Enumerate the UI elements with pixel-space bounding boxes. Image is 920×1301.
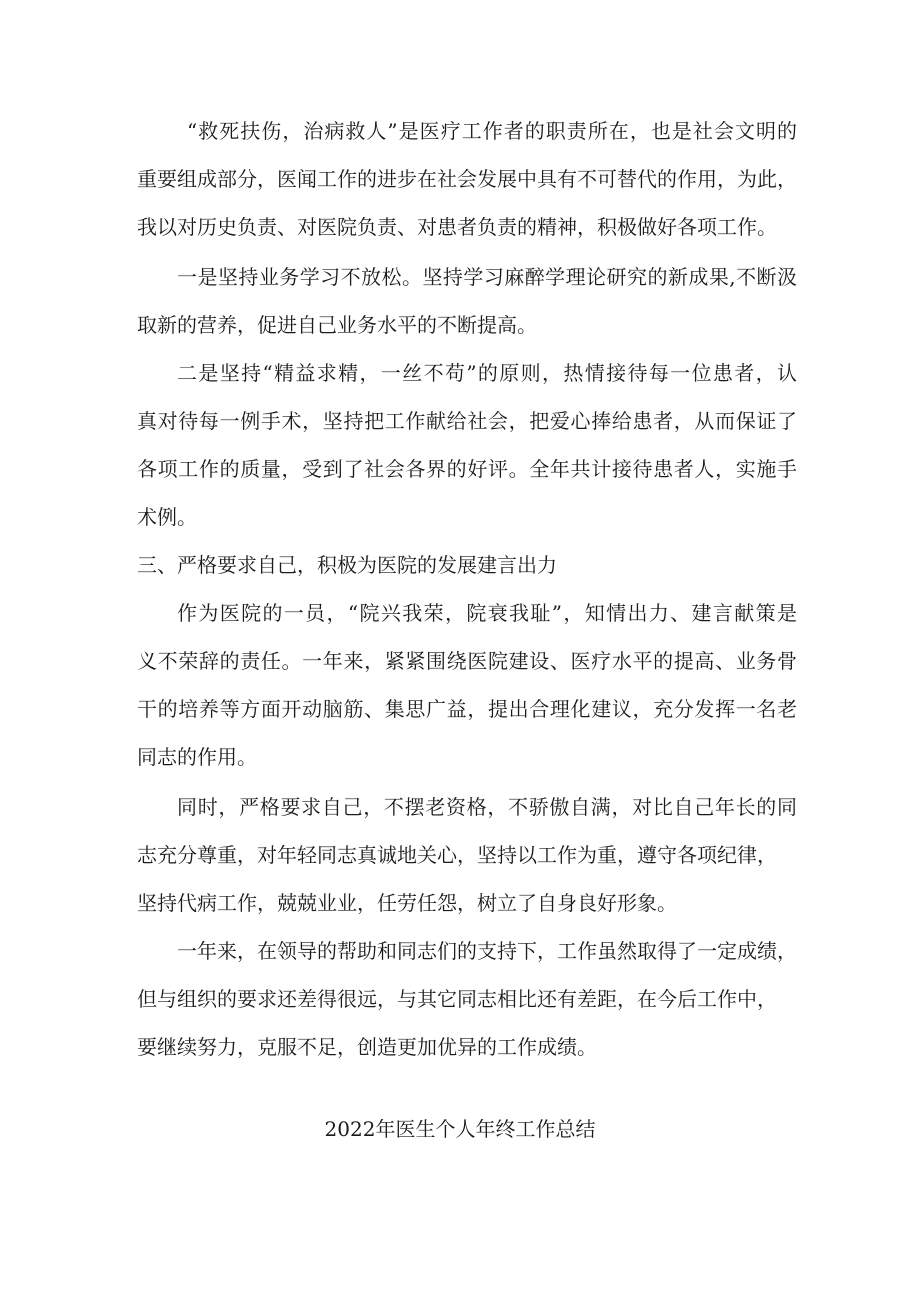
paragraph-4-line-2: 义不荣辞的责任。一年来，紧紧围绕医院建设、医疗水平的提高、业务骨 (137, 649, 797, 673)
paragraph-6-line-2: 但与组织的要求还差得很远，与其它同志相比还有差距，在今后工作中， (137, 987, 777, 1011)
paragraph-5-line-2: 志充分尊重，对年轻同志真诚地关心，坚持以工作为重，遵守各项纪律， (137, 843, 777, 867)
paragraph-4-line-1: 作为医院的一员，“院兴我荣，院衰我耻”，知情出力、建言献策是 (177, 601, 797, 625)
paragraph-4-line-3: 干的培养等方面开动脑筋、集思广益，提出合理化建议，充分发挥一名老 (137, 697, 797, 721)
section-heading-3: 三、严格要求自己，积极为医院的发展建言出力 (137, 553, 557, 577)
paragraph-3-line-4: 术例。 (137, 505, 197, 529)
paragraph-1-line-2: 重要组成部分，医闻工作的进步在社会发展中具有不可替代的作用，为此， (137, 167, 797, 191)
next-document-title: 2022年医生个人年终工作总结 (324, 1117, 596, 1141)
paragraph-2-line-2: 取新的营养，促进自己业务水平的不断提高。 (137, 313, 537, 337)
paragraph-3-line-1: 二是坚持“精益求精，一丝不苟”的原则，热情接待每一位患者，认 (177, 361, 797, 385)
paragraph-1-line-1: “救死扶伤，治病救人”是医疗工作者的职责所在，也是社会文明的 (187, 119, 797, 143)
paragraph-3-line-2: 真对待每一例手术，坚持把工作献给社会，把爱心捧给患者，从而保证了 (137, 409, 797, 433)
paragraph-5-line-3: 坚持代病工作，兢兢业业，任劳任怨，树立了自身良好形象。 (137, 891, 677, 915)
paragraph-1-line-3: 我以对历史负责、对医院负责、对患者负责的精神，积极做好各项工作。 (137, 215, 777, 239)
paragraph-3-line-3: 各项工作的质量，受到了社会各界的好评。全年共计接待患者人，实施手 (137, 457, 797, 481)
paragraph-4-line-4: 同志的作用。 (137, 745, 257, 769)
paragraph-6-line-3: 要继续努力，克服不足，创造更加优异的工作成绩。 (137, 1035, 597, 1059)
paragraph-5-line-1: 同时，严格要求自己，不摆老资格，不骄傲自满，对比自己年长的同 (177, 795, 797, 819)
paragraph-6-line-1: 一年来，在领导的帮助和同志们的支持下，工作虽然取得了一定成绩， (177, 939, 797, 963)
paragraph-2-line-1: 一是坚持业务学习不放松。坚持学习麻醉学理论研究的新成果,不断汲 (177, 265, 797, 289)
